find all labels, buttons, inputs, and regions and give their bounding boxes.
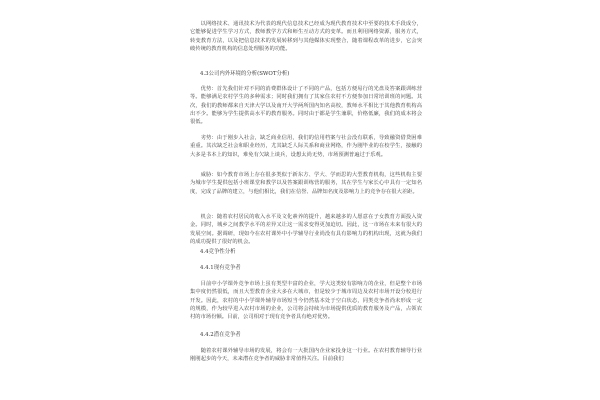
paragraph-text: 随着农村课外辅导市场的发展，将会有一大批国内企业家投身这一行业。在农村教育辅导行业刚刚起步的今天，未来潜在竞争者的威胁非常值得关注。目前我们: [190, 348, 422, 363]
paragraph-weaknesses: [190, 134, 422, 159]
paragraph-text: 以网络技术、通讯技术为代表的现代信息技术已经成为现代教育技术中至要的技术手段成分，它能够促进学生学习方式，教师教学方式和师生互动方式的变革。而且利用网络资源，服务方式，转变教育方法，以及把信息技术的发展转移到与其他媒体实现整合，随着课程改革的进步，它会突破传统的教育机构的信息处理服务的功能。: [190, 21, 422, 52]
paragraph-text: 目前中小学课外竞争市场上虽有类型丰富的企业，学大这类较有影响力的企业，但是整个市场集中度仍然很低，而且大型教育企业大多在大城市，但是较少于城市周边及农村市场开设分校进行开发。因此，农村的中小学课外辅导市场短当今仍然基本处于空白状态，同类竞争者尚未形成一定的规模，作为较早进入农村市场的企业，公司将会持续为市场提供优质的教育服务及产品，占领农村的市场份额。目前，公司相对于现有竞争者具有绝对优势。: [190, 281, 422, 321]
section-heading-competition: 4.4竞争性分析: [200, 249, 236, 255]
paragraph-strengths: [190, 85, 422, 126]
paragraph-threats: [190, 171, 422, 196]
subsection-heading-existing: 4.4.1现有竞争者: [200, 265, 241, 271]
subsection-heading-potential: 4.4.2潜在竞争者: [200, 332, 241, 338]
paragraph-text: 威胁：如今教育市场上存在很多类似于新东方、学大、学而思的大型教育机构，这些机构主要为城市学生提供包括小班课堂和教学以及答案跟训练营的服务，其在学生与家长心中具有一定知名度，完成了品牌的建立，与他们相比，我们在信誉、品牌知名度及影响力上的竞争存在很大差距。: [190, 172, 422, 195]
paragraph-text: 劣势：由于刚步入社会，缺乏商业信用，我们的信用档案与社会没有联系，导致融资借贷困难重重。其次缺乏社会和职业经历，尤其缺乏人际关系和商业网络，作为刚毕业的在校学生，接触的大多是书本上的知识，难免有欠缺上谈兵，设想太尚无势，市场预测普遍过于乐观。: [190, 135, 422, 158]
paragraph-text: 机会：随着农村居民的收入水平及文化素养的提升，越来越多的人愿意在子女教育方面投入资金。同时，城乡之间教学水平的差异又让这一需求变得更加迫切。因此，这一市场在未来有很大的发展空间。据调研，现如今在农村课外中小学辅导行业尚没有具有影响力的机构出现，这就为我们的成功提供了很好的机会。: [190, 214, 422, 245]
paragraph-potential-competitors: [190, 347, 422, 364]
paragraph-text: 优势：首先我们针对不同的消费群体设计了不同的产品，包括方便易行的光盘及答案跟训练营等。能够满足农村学生的多种需求；同时我们拥有了其家住农村不方便参加日常培训班的问题。其次，我们的教师都来自天津大学以及南开大学两所国内知名高校，教师水平相比于其他教育机构高出不少。能够为学生提供高水平的教育服务。同时由于都是学生兼职，价格低廉，我们的成本将会很低。: [190, 86, 422, 126]
section-heading-swot: 4.3公司内外环境的分析(SWOT分析): [200, 71, 290, 77]
paragraph-intro: [190, 20, 422, 53]
paragraph-existing-competitors: [190, 280, 422, 321]
paragraph-opportunities: [190, 213, 422, 246]
